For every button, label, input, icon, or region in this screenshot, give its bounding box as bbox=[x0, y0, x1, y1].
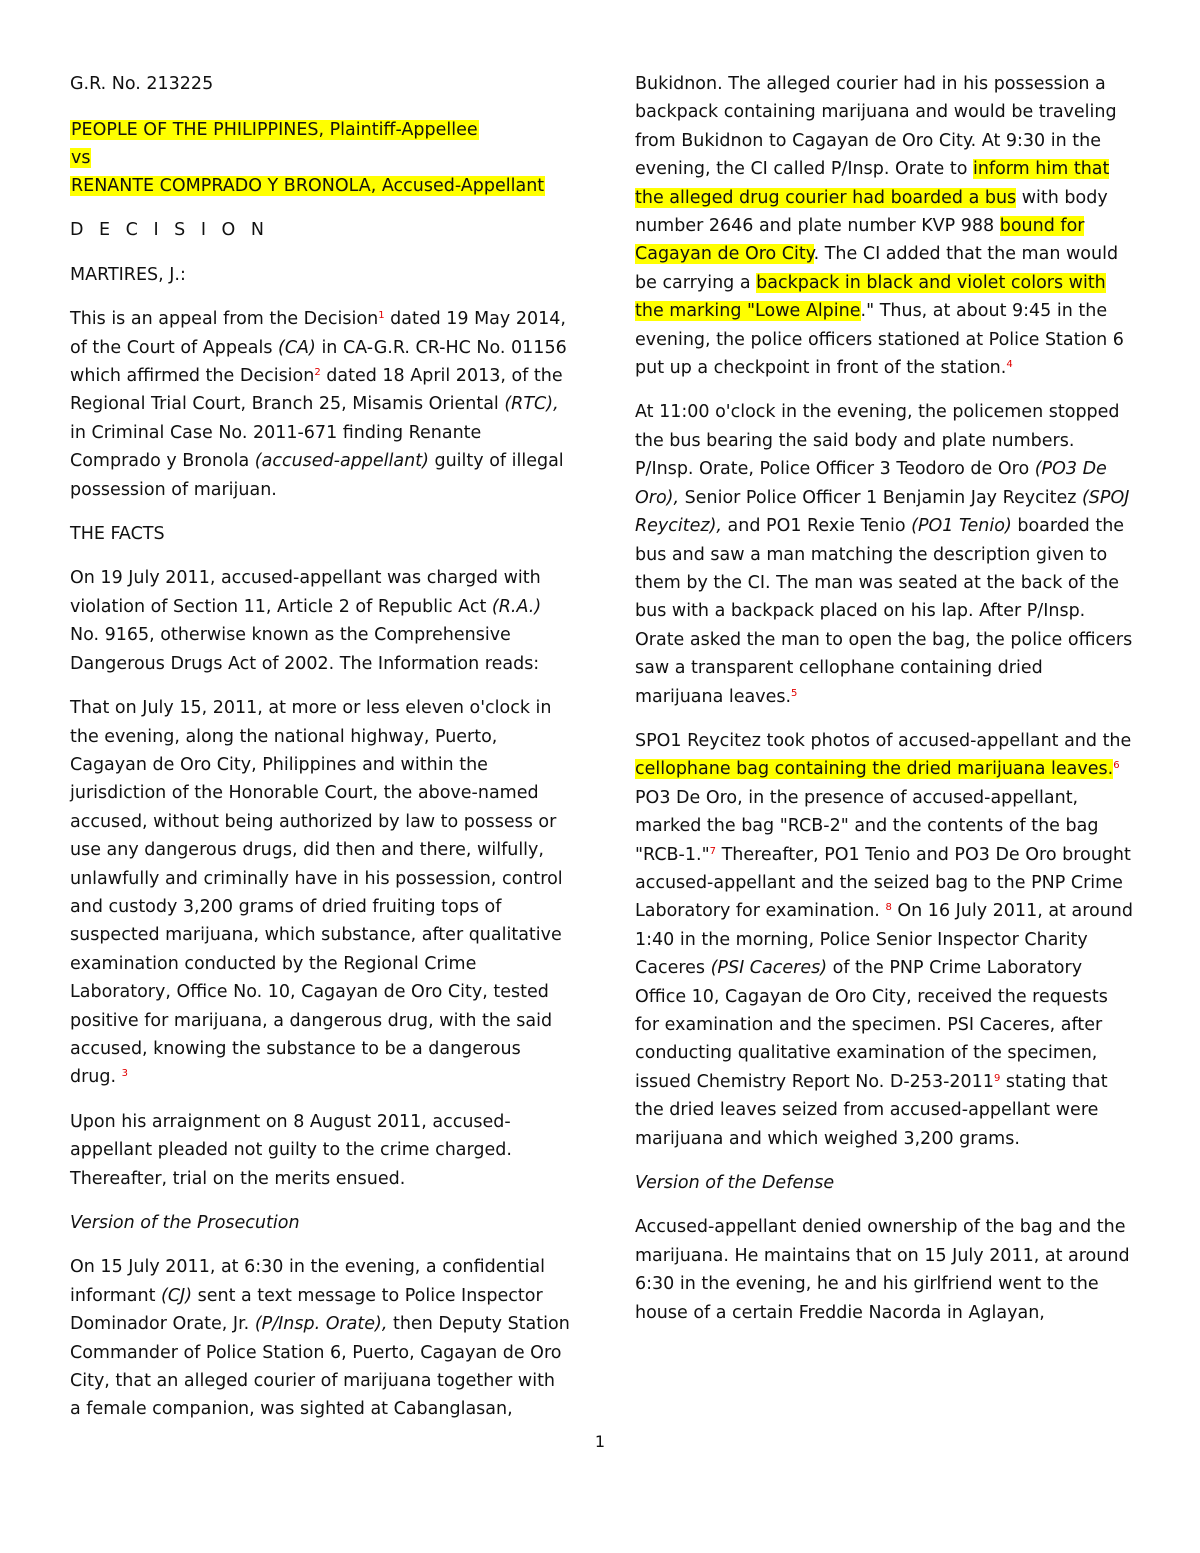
ponente: MARTIRES, J.: bbox=[70, 264, 186, 285]
case-number: G.R. No. 213225 bbox=[70, 74, 214, 94]
footnote-ref-3[interactable]: 3 bbox=[121, 1068, 129, 1080]
footnote-ref-8[interactable]: 8 bbox=[885, 902, 892, 914]
highlight-bus: inform him that the alleged drug courier had boarded a bus bbox=[635, 159, 1110, 208]
footnote-ref-9[interactable]: 9 bbox=[993, 1072, 1001, 1084]
decision-heading: D E C I S I O N bbox=[70, 220, 269, 241]
highlight-cellophane: cellophane bag containing the dried marijuana leaves. bbox=[635, 759, 1114, 780]
paragraph-informant: On 15 July 2011, at 6:30 in the evening, a confidential informant (CJ) sent a text message to Police Inspector Dominador Orate, Jr. (P/Insp. Orate), then Deputy Station Commander of Police Station 6, Puerto, Cagayan de Oro City, that an alleged courier of marijuana together with a female companion, was sighted at Cabanglasan, bbox=[70, 1257, 570, 1420]
footnote-ref-5[interactable]: 5 bbox=[791, 687, 798, 699]
prosecution-heading: Version of the Prosecution bbox=[70, 1213, 300, 1233]
footnote-ref-6[interactable]: 6 bbox=[1113, 760, 1120, 772]
party-plaintiff: PEOPLE OF THE PHILIPPINES, Plaintiff-Appellee bbox=[71, 120, 478, 141]
highlight-backpack: backpack in black and violet colors with the marking "Lowe Alpine bbox=[635, 272, 1106, 322]
highlight-destination: bound for Cagayan de Oro City bbox=[635, 216, 1085, 265]
footnote-ref-1[interactable]: 1 bbox=[378, 310, 385, 322]
versus-label: vs bbox=[71, 148, 91, 169]
page-number: 1 bbox=[594, 1432, 606, 1451]
paragraph-checkpoint: At 11:00 o'clock in the evening, the policemen stopped the bus bearing the said body and plate numbers. P/Insp. Orate, Police Officer 3 Teodoro de Oro (PO3 De Oro), Senior Police Officer 1 Benjamin Jay Reycitez (SPOJ Reycitez), and PO1 Rexie Tenio (PO1 Tenio) boarded the bus and saw a man matching the description given to them by the CI. The man was seated at the back of the bus with a backpack placed on his lap. After P/Insp. Orate asked the man to open the bag, the police officers saw a transparent cellophane containing dried marijuana leaves.$^5$ bbox=[635, 402, 1133, 707]
case-parties bbox=[70, 116, 570, 200]
footnote-ref-7[interactable]: 7 bbox=[709, 845, 716, 857]
left-column bbox=[70, 70, 570, 1424]
paragraph-intro: This is an appeal from the Decision$^1$ dated 19 May 2014, of the Court of Appeals (CA) in CA-G.R. CR-HC No. 01156 which affirmed the Decision$^2$ dated 18 April 2013, of the Regional Trial Court, Branch 25, Misamis Oriental (RTC), in Criminal Case No. 2011-671 finding Renante Comprado y Bronola (accused-appellant) guilty of illegal possession of marijuan. bbox=[70, 309, 567, 500]
party-accused: RENANTE COMPRADO Y BRONOLA, Accused-Appellant bbox=[71, 176, 545, 197]
right-column bbox=[635, 70, 1135, 1343]
paragraph-informant-continued: Bukidnon. The alleged courier had in his possession a backpack containing marijuana and would be traveling from Bukidnon to Cagayan de Oro City. At 9:30 in the evening, the CI called P/Insp. Orate to inform him that the alleged drug courier had boarded a bus with body number 2646 and plate number KVP 988 bound for Cagayan de Oro City. The CI added that the man would be carrying a backpack in black and violet colors with the marking "Lowe Alpine." Thus, at about 9:45 in the evening, the police officers stationed at Police Station 6 put up a checkpoint in front of the station.$^4$ bbox=[635, 74, 1124, 379]
footnote-ref-4[interactable]: 4 bbox=[1006, 359, 1013, 371]
paragraph-information: That on July 15, 2011, at more or less eleven o'clock in the evening, along the national highway, Puerto, Cagayan de Oro City, Philippines and within the jurisdiction of the Honorable Court, the above-named accused, without being authorized by law to possess or use any dangerous drugs, did then and there, wilfully, unlawfully and criminally have in his possession, control and custody 3,200 grams of dried fruiting tops of suspected marijuana, which substance, after qualitative examination conducted by the Regional Crime Laboratory, Office No. 10, Cagayan de Oro City, tested positive for marijuana, a dangerous drug, with the said accused, knowing the substance to be a dangerous drug. $^3$ bbox=[70, 698, 563, 1088]
paragraph-defense: Accused-appellant denied ownership of the bag and the marijuana. He maintains that on 15 July 2011, at around 6:30 in the evening, he and his girlfriend went to the house of a certain Freddie Nacorda in Aglayan, bbox=[635, 1217, 1130, 1323]
facts-heading: THE FACTS bbox=[70, 524, 165, 545]
footnote-ref-2[interactable]: 2 bbox=[314, 367, 321, 379]
defense-heading: Version of the Defense bbox=[635, 1173, 835, 1194]
paragraph-photos: SPO1 Reycitez took photos of accused-appellant and the cellophane bag containing the dried marijuana leaves.$^6$ PO3 De Oro, in the presence of accused-appellant, marked the bag "RCB-2" and the contents of the bag "RCB-1."$^7$ Thereafter, PO1 Tenio and PO3 De Oro brought accused-appellant and the seized bag to the PNP Crime Laboratory for examination. $^8$ On 16 July 2011, at around 1:40 in the morning, Police Senior Inspector Charity Caceres (PSI Caceres) of the PNP Crime Laboratory Office 10, Cagayan de Oro City, received the requests for examination and the specimen. PSI Caceres, after conducting qualitative examination of the specimen, issued Chemistry Report No. D-253-2011$^9$ stating that the dried leaves seized from accused-appellant were marijuana and which weighed 3,200 grams. bbox=[635, 730, 1134, 1149]
paragraph-charge: On 19 July 2011, accused-appellant was charged with violation of Section 11, Article 2 of Republic Act (R.A.) No. 9165, otherwise known as the Comprehensive Dangerous Drugs Act of 2002. The Information reads: bbox=[70, 568, 542, 674]
paragraph-arraignment: Upon his arraignment on 8 August 2011, accused-appellant pleaded not guilty to the crime charged. Thereafter, trial on the merits ensued. bbox=[70, 1111, 512, 1189]
